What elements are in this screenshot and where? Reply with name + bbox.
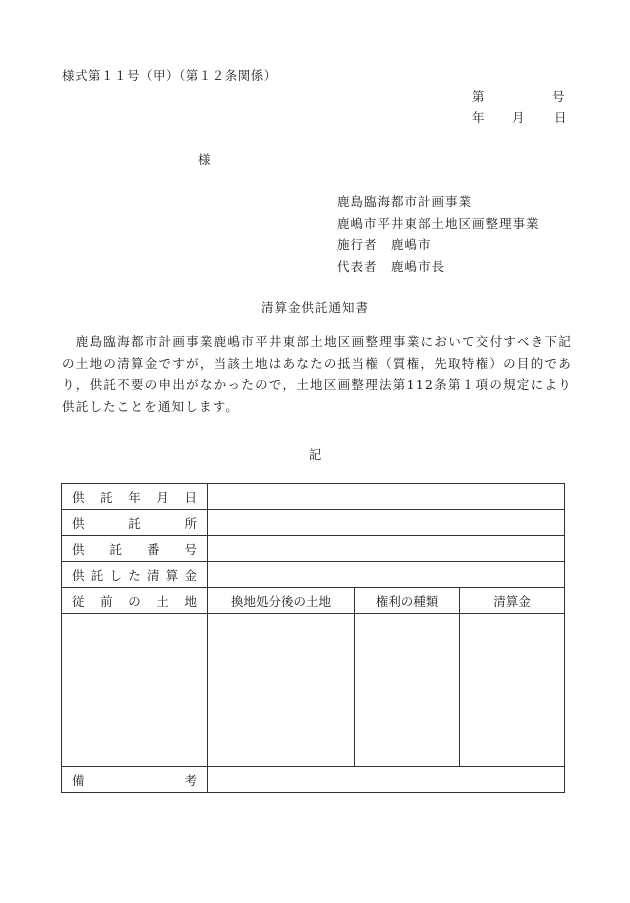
label-deposit-office: 供 託 所 [62, 510, 208, 536]
table-row [62, 536, 565, 562]
notice-table [61, 483, 565, 793]
addressee-honorific: 様 [198, 152, 211, 167]
issuer-subproject: 鹿嶋市平井東部土地区画整理事業 [337, 216, 540, 231]
form-number: 様式第１１号（甲）（第１２条関係） [62, 68, 277, 83]
body-text: 鹿島臨海都市計画事業鹿嶋市平井東部土地区画整理事業において交付すべき下記の土地の清算金ですが，当該土地はあなたの抵当権（質権，先取特権）の目的であり，供託不要の申出がなかったので，土地区画整理法第112条第１項の規定により供託したことを通知します。 [62, 334, 572, 414]
label-former-land: 従 前 の 土 地 [62, 588, 208, 614]
date-year: 年 [472, 110, 485, 125]
label-deposit-date: 供 託 年 月 日 [62, 484, 208, 510]
ki-heading: 記 [308, 447, 322, 462]
cell-right-type [355, 614, 460, 767]
label-remarks: 備 考 [62, 767, 208, 793]
value-remarks [208, 767, 565, 793]
table-row [62, 484, 565, 510]
label-deposit-number: 供 託 番 号 [62, 536, 208, 562]
doc-number-unit: 号 [552, 89, 565, 104]
value-deposit-office [208, 510, 565, 536]
issuer-executor: 施行者 鹿嶋市 [337, 237, 432, 252]
value-deposit-date [208, 484, 565, 510]
cell-former-land [62, 614, 208, 767]
header-replotted-land: 換地処分後の土地 [208, 588, 355, 614]
value-deposited-amount [208, 562, 565, 588]
issuer-representative: 代表者 鹿嶋市長 [337, 259, 446, 274]
table-row [62, 562, 565, 588]
table-row [62, 614, 565, 767]
date-month: 月 [512, 110, 525, 125]
header-right-type: 権利の種類 [355, 588, 460, 614]
issuer-project: 鹿島臨海都市計画事業 [337, 194, 473, 209]
value-deposit-number [208, 536, 565, 562]
doc-number-label: 第 [472, 89, 485, 104]
table-row [62, 588, 565, 614]
date-day: 日 [554, 110, 567, 125]
label-deposited-amount: 供 託 し た 清 算 金 [62, 562, 208, 588]
header-settlement: 清算金 [460, 588, 565, 614]
document-title: 清算金供託通知書 [260, 300, 369, 315]
table-row [62, 510, 565, 536]
cell-settlement [460, 614, 565, 767]
table-row [62, 767, 565, 793]
cell-replotted-land [208, 614, 355, 767]
